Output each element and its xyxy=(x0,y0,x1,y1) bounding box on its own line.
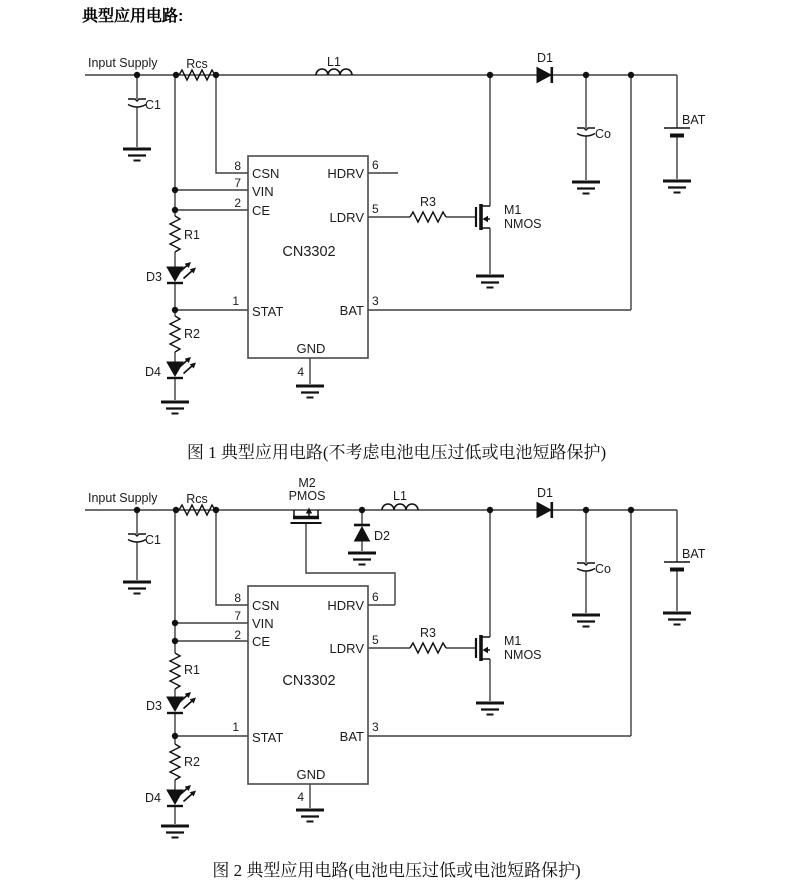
pin-vin: VIN xyxy=(252,616,274,631)
d4-label: D4 xyxy=(145,791,161,805)
pin4-num: 4 xyxy=(297,365,304,379)
ic-name: CN3302 xyxy=(282,244,336,260)
capacitor-co xyxy=(577,563,595,571)
capacitor-c1 xyxy=(128,534,146,542)
figure2-circuit xyxy=(85,476,706,838)
pin2-num: 2 xyxy=(234,628,241,642)
pin7-num: 7 xyxy=(234,176,241,190)
pin3-num: 3 xyxy=(372,294,379,308)
ground-icon xyxy=(572,182,600,194)
bat-label: BAT xyxy=(682,113,706,127)
nmos-m1 xyxy=(476,204,490,230)
c1-label: C1 xyxy=(145,98,161,112)
resistor-r2 xyxy=(170,316,180,352)
figure1-wires xyxy=(85,75,677,400)
d2-label: D2 xyxy=(374,529,390,543)
d1-label: D1 xyxy=(537,51,553,65)
co-label: Co xyxy=(595,562,611,576)
pin-ldrv: LDRV xyxy=(329,210,364,225)
page-title: 典型应用电路: xyxy=(82,8,184,25)
pin-gnd: GND xyxy=(296,341,326,356)
ground-icon xyxy=(348,553,376,565)
pin7-num: 7 xyxy=(234,609,241,623)
c1-label: C1 xyxy=(145,533,161,547)
figure2-wires xyxy=(85,510,677,824)
pin-csn: CSN xyxy=(252,598,280,613)
m1-label: M1 xyxy=(504,203,522,217)
r1-label: R1 xyxy=(184,228,200,242)
led-d4 xyxy=(167,785,196,806)
ground-icon xyxy=(161,402,189,414)
pin-hdrv: HDRV xyxy=(327,166,364,181)
pin5-num: 5 xyxy=(372,202,379,216)
pin-ce: CE xyxy=(252,634,271,649)
inductor-l1 xyxy=(382,504,418,510)
pin-bat: BAT xyxy=(339,729,364,744)
m1-type-label: NMOS xyxy=(504,648,542,662)
pin8-num: 8 xyxy=(234,591,241,605)
figure1-circuit xyxy=(85,51,706,414)
l1-label: L1 xyxy=(393,489,407,503)
rcs-label: Rcs xyxy=(186,492,208,506)
r3-label: R3 xyxy=(420,195,436,209)
led-d3 xyxy=(167,692,196,713)
ground-icon xyxy=(123,582,151,594)
capacitor-c1 xyxy=(128,99,146,107)
r3-label: R3 xyxy=(420,626,436,640)
pin3-num: 3 xyxy=(372,720,379,734)
ground-icon xyxy=(663,181,691,193)
m2-label: M2 xyxy=(298,476,316,490)
capacitor-co xyxy=(577,128,595,136)
diode-d1 xyxy=(537,67,552,83)
led-d3 xyxy=(167,262,196,283)
pin-stat: STAT xyxy=(252,304,284,319)
resistor-r2 xyxy=(170,744,180,780)
pin1-num: 1 xyxy=(232,294,239,308)
nmos-m1 xyxy=(476,635,490,661)
pin6-num: 6 xyxy=(372,590,379,604)
m1-type-label: NMOS xyxy=(504,217,542,231)
input-supply-label: Input Supply xyxy=(88,56,158,70)
figure1-caption: 图 1 典型应用电路(不考虑电池电压过低或电池短路保护) xyxy=(186,443,607,462)
figure1-labels xyxy=(88,51,706,379)
r2-label: R2 xyxy=(184,327,200,341)
pin2-num: 2 xyxy=(234,196,241,210)
resistor-r3 xyxy=(410,643,446,653)
pin-ldrv: LDRV xyxy=(329,641,364,656)
led-d4 xyxy=(167,357,196,378)
rcs-label: Rcs xyxy=(186,57,208,71)
figure1-junction-dots xyxy=(134,72,634,313)
resistor-r3 xyxy=(410,212,446,222)
pin1-num: 1 xyxy=(232,720,239,734)
pin-bat: BAT xyxy=(339,303,364,318)
ground-icon xyxy=(123,149,151,161)
pin-vin: VIN xyxy=(252,184,274,199)
ground-icon xyxy=(476,276,504,288)
pin-hdrv: HDRV xyxy=(327,598,364,613)
diode-d2 xyxy=(354,525,370,541)
m2-type-label: PMOS xyxy=(288,489,326,503)
battery-bat xyxy=(664,128,690,136)
pin5-num: 5 xyxy=(372,633,379,647)
ground-icon xyxy=(476,703,504,715)
d1-label: D1 xyxy=(537,486,553,500)
pin-ce: CE xyxy=(252,203,271,218)
d3-label: D3 xyxy=(146,270,162,284)
pin-stat: STAT xyxy=(252,730,284,745)
figure2-caption: 图 2 典型应用电路(电池电压过低或电池短路保护) xyxy=(212,861,581,880)
diode-d1 xyxy=(537,502,552,518)
input-supply-label: Input Supply xyxy=(88,491,158,505)
resistor-r1 xyxy=(170,216,180,252)
ground-icon xyxy=(572,615,600,627)
r1-label: R1 xyxy=(184,663,200,677)
inductor-l1 xyxy=(316,69,352,75)
d3-label: D3 xyxy=(146,699,162,713)
pin-csn: CSN xyxy=(252,166,280,181)
d4-label: D4 xyxy=(145,365,161,379)
l1-label: L1 xyxy=(327,55,341,69)
ground-icon xyxy=(161,826,189,838)
ground-icon xyxy=(663,613,691,625)
pin8-num: 8 xyxy=(234,159,241,173)
ground-icon xyxy=(296,386,324,398)
ground-icon xyxy=(296,810,324,822)
pin6-num: 6 xyxy=(372,158,379,172)
pin4-num: 4 xyxy=(297,790,304,804)
ic-name: CN3302 xyxy=(282,673,336,689)
m1-label: M1 xyxy=(504,634,522,648)
pin-gnd: GND xyxy=(296,767,326,782)
battery-bat xyxy=(664,562,690,570)
co-label: Co xyxy=(595,127,611,141)
bat-label: BAT xyxy=(682,547,706,561)
r2-label: R2 xyxy=(184,755,200,769)
resistor-r1 xyxy=(170,653,180,689)
